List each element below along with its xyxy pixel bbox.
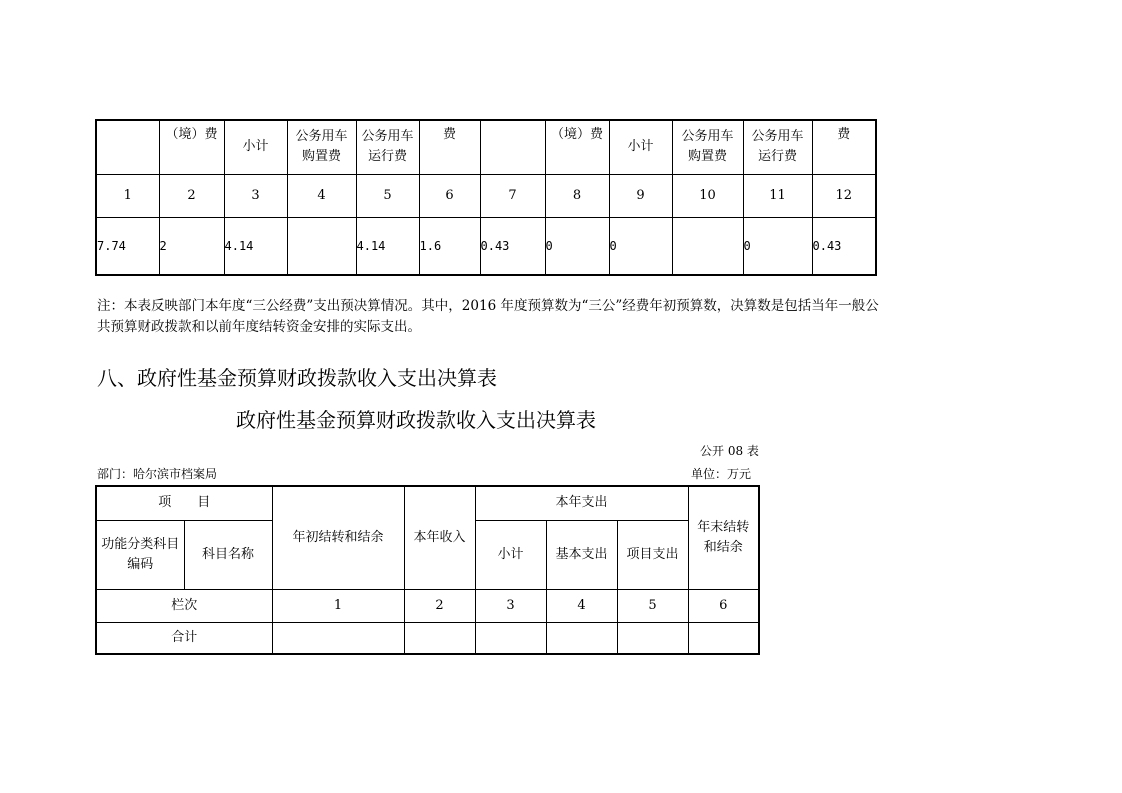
table1-data-cell: 4.14 [356, 217, 419, 275]
table1-data-cell: 0 [743, 217, 812, 275]
table1-data-cell: 0 [545, 217, 609, 275]
table1-index-cell: 8 [545, 174, 609, 217]
table1-data-cell: 4.14 [224, 217, 287, 275]
table2-header-row [96, 486, 759, 520]
government-fund-table [95, 485, 760, 655]
table1-header-cell: 费 [419, 120, 480, 174]
table1-data-cell: 7.74 [96, 217, 159, 275]
table-title: 政府性基金预算财政拨款收入支出决算表 [236, 408, 596, 432]
table2-index-cell: 2 [404, 589, 475, 622]
table1-index-cell: 11 [743, 174, 812, 217]
item-header: 项 目 [96, 486, 272, 520]
table1-header-cell: 小计 [224, 120, 287, 174]
table1-header-row [96, 120, 876, 174]
table1-index-cell: 7 [480, 174, 545, 217]
table1-header-cell: 公务用车 购置费 [287, 120, 356, 174]
table1-index-cell: 3 [224, 174, 287, 217]
table1-header-cell: 费 [812, 120, 876, 174]
table1-data-cell [287, 217, 356, 275]
table1-data-cell: 1.6 [419, 217, 480, 275]
row-index-label: 栏次 [96, 589, 272, 622]
func-code-header: 功能分类科目编码 [96, 520, 184, 589]
table1-data-cell: 2 [159, 217, 224, 275]
carry-end-header: 年末结转和结余 [688, 486, 759, 589]
table1-header-cell [96, 120, 159, 174]
subject-name-header: 科目名称 [184, 520, 272, 589]
table1-header-cell: （境）费 [159, 120, 224, 174]
table2-index-cell: 4 [546, 589, 617, 622]
table1-header-cell: 公务用车 运行费 [356, 120, 419, 174]
basic-expense-header: 基本支出 [546, 520, 617, 589]
form-number: 公开 08 表 [700, 444, 759, 458]
section-heading: 八、政府性基金预算财政拨款收入支出决算表 [97, 366, 497, 390]
table2-index-cell: 5 [617, 589, 688, 622]
table1-index-cell: 5 [356, 174, 419, 217]
table2-total-cell [617, 622, 688, 654]
table2-index-cell: 1 [272, 589, 404, 622]
table2-total-cell [272, 622, 404, 654]
table1-index-cell: 12 [812, 174, 876, 217]
table1-index-cell: 6 [419, 174, 480, 217]
three-public-expenses-table [95, 119, 877, 276]
income-header: 本年收入 [404, 486, 475, 589]
table1-data-cell [672, 217, 743, 275]
table1-data-cell: 0.43 [480, 217, 545, 275]
table1-data-row [96, 217, 876, 275]
table2-index-row [96, 589, 759, 622]
table2-index-cell: 3 [475, 589, 546, 622]
table1-index-cell: 9 [609, 174, 672, 217]
table1-index-cell: 2 [159, 174, 224, 217]
expense-header: 本年支出 [475, 486, 688, 520]
table2-total-cell [475, 622, 546, 654]
project-expense-header: 项目支出 [617, 520, 688, 589]
table1-header-cell [480, 120, 545, 174]
department-label: 部门：哈尔滨市档案局 [97, 467, 218, 481]
table1-data-cell: 0.43 [812, 217, 876, 275]
carry-begin-header: 年初结转和结余 [272, 486, 404, 589]
table1-index-cell: 4 [287, 174, 356, 217]
subtotal-header: 小计 [475, 520, 546, 589]
table1-header-cell: （境）费 [545, 120, 609, 174]
table1-header-cell: 小计 [609, 120, 672, 174]
table2-total-cell [688, 622, 759, 654]
table1-index-cell: 1 [96, 174, 159, 217]
table2-total-cell [404, 622, 475, 654]
table2-total-cell [546, 622, 617, 654]
table2-index-cell: 6 [688, 589, 759, 622]
unit-label: 单位：万元 [691, 467, 752, 481]
table1-index-cell: 10 [672, 174, 743, 217]
table-note: 注：本表反映部门本年度“三公经费”支出预决算情况。其中，2016 年度预算数为“三公”经费年初预算数，决算数是包括当年一般公共预算财政拨款和以前年度结转资金安排的实际支出。 [97, 298, 879, 335]
table1-index-row [96, 174, 876, 217]
table1-header-cell: 公务用车 购置费 [672, 120, 743, 174]
table2-total-row [96, 622, 759, 654]
table1-header-cell: 公务用车 运行费 [743, 120, 812, 174]
table1-data-cell: 0 [609, 217, 672, 275]
total-label: 合计 [96, 622, 272, 654]
